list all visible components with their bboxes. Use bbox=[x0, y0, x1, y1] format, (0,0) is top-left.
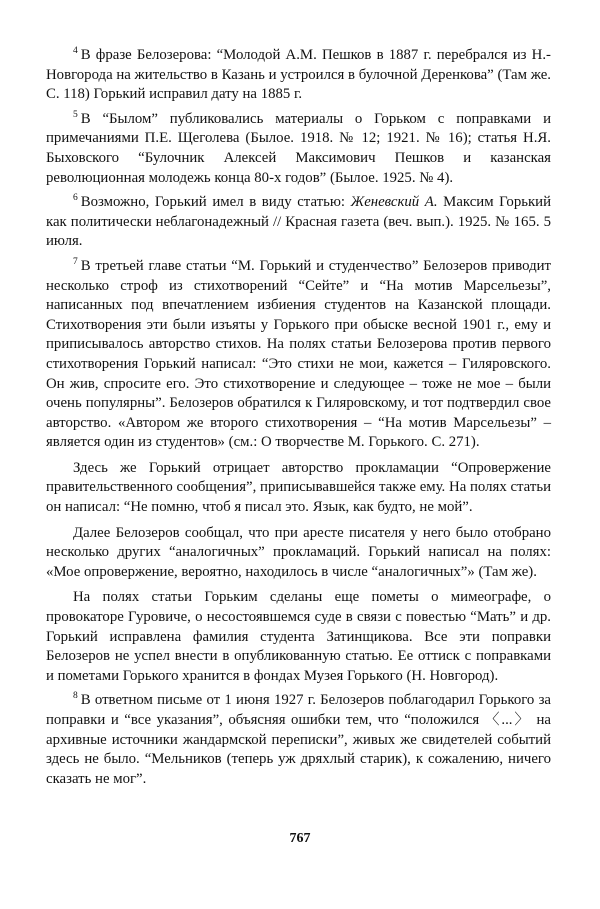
note-7-continuation-2 bbox=[46, 524, 551, 583]
note-text: В третьей главе статьи “М. Горький и студенчество” Белозеров приводит несколько строф из стихотворений “Сейте” и “На мотив Марсельезы”, написанных под впечатлением избиения студентов на Казанской площади. Стихотворения эти были изъяты у Горького при обыске весной 1901 г., ему и приписывалось авторство стихов. На полях статьи Белозерова против первого стихотворения Горький написал: “Это стихи не мои, кажется – Гиляровского. Он жив, спросите его. Это стихотворение и следующее – тоже не мое – были очень популярны”. Белозеров обратился к Гиляровскому, и тот подтвердил свое авторство. «Автором же второго стихотворения – “На мотив Марсельезы” – является один из студентов» (см.: О творчестве М. Горького. С. 271). bbox=[46, 257, 551, 451]
note-text-before: Возможно, Горький имел в виду статью: bbox=[80, 194, 351, 211]
note-number: 7 bbox=[73, 257, 78, 268]
note-author-italic: Женевский А. bbox=[350, 194, 438, 211]
note-number: 6 bbox=[73, 193, 78, 204]
notes-text-block bbox=[46, 46, 551, 794]
page-number: 767 bbox=[289, 831, 311, 846]
note-text: На полях статьи Горьким сделаны еще пометы о мимеографе, о провокаторе Гуровиче, о несостоявшемся суде в связи с повестью “Мать” и др. Горький исправлена фамилия студента Затинщикова. Все эти поправки Белозеров не успел внести в опубликованную статью. Ее оттиск с поправками и пометами Горького хранится в фондах Музея Горького (Н. Новгород). bbox=[46, 589, 551, 684]
note-6 bbox=[46, 193, 551, 252]
note-text: В ответном письме от 1 июня 1927 г. Белозеров поблагодарил Горького за поправки и “все указания”, объясняя ошибки тем, что “положился 〈...〉 на архивные источники жандармской переписки”, живых же свидетелей событий здесь не было. “Мельников (теперь уж дряхлый старик), к сожалению, ничего сказать не мог”. bbox=[46, 692, 551, 787]
note-text: В фразе Белозерова: “Молодой А.М. Пешков в 1887 г. перебрался из Н.-Новгорода на жительство в Казань и устроился в булочной Деренкова” (Там же. С. 118) Горький исправил дату на 1885 г. bbox=[46, 47, 551, 103]
note-7-continuation-3 bbox=[46, 588, 551, 686]
note-number: 8 bbox=[73, 691, 78, 702]
note-text-after: Максим Горький как политически неблагонадежный // Красная газета (веч. вып.). 1925. № 165. 5 июля. bbox=[46, 194, 551, 250]
note-text: Далее Белозеров сообщал, что при аресте писателя у него было отобрано несколько других “аналогичных” прокламаций. Горький написал на полях: «Мое опровержение, вероятно, находилось в числе “аналогичных”» (Там же). bbox=[46, 524, 551, 580]
note-number: 4 bbox=[73, 46, 78, 57]
note-text: В “Былом” публиковались материалы о Горьком с поправками и примечаниями П.Е. Щеголева (Былое. 1918. № 12; 1921. № 16); статья Н.Я. Быховского “Булочник Алексей Максимович Пешков и казанская революционная молодежь конца 80-х годов” (Былое. 1925. № 4). bbox=[46, 110, 551, 186]
note-8 bbox=[46, 691, 551, 789]
note-number: 5 bbox=[73, 109, 78, 120]
note-4 bbox=[46, 46, 551, 105]
note-7 bbox=[46, 257, 551, 453]
note-5 bbox=[46, 110, 551, 188]
note-text: Здесь же Горький отрицает авторство прокламации “Опровержение правительственного сообщения”, приписывавшейся также ему. На полях статьи он написал: “Не помню, чтоб я писал это. Язык, как будто, не мой”. bbox=[46, 459, 551, 516]
note-7-continuation-1 bbox=[46, 459, 551, 518]
